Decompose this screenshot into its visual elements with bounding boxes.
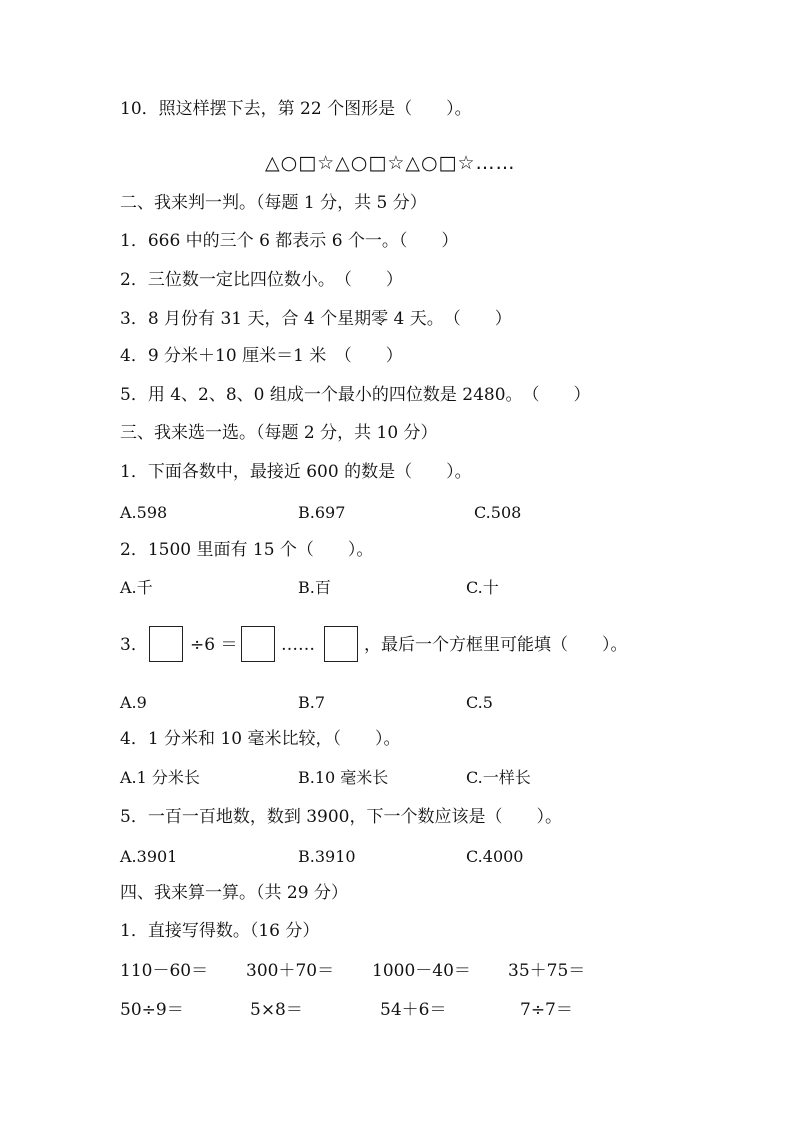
choice-q2-option-b: B.百 (298, 578, 331, 597)
choice-q1: 1．下面各数中，最接近 600 的数是（ ）。 (120, 462, 472, 482)
calc-r2-c2: 5×8＝ (250, 1000, 303, 1020)
calc-r2-c1: 50÷9＝ (120, 1000, 184, 1020)
choice-q4-option-a: A.1 分米长 (120, 768, 200, 787)
choice-q2-option-c: C.十 (466, 578, 499, 597)
section-3-title: 三、我来选一选。（每题 2 分，共 10 分） (120, 423, 438, 443)
section-4-title: 四、我来算一算。（共 29 分） (120, 883, 348, 903)
choice-q3-label: 3． (120, 635, 148, 655)
calc-r1-c4: 35＋75＝ (508, 961, 586, 981)
judge-item-4: 4．9 分米＋10 厘米＝1 米 （ ） (120, 346, 403, 366)
judge-item-1: 1．666 中的三个 6 都表示 6 个一。（ ） (120, 231, 459, 251)
choice-q5-option-c: C.4000 (466, 847, 524, 866)
choice-q3-division: ÷6 ＝ (190, 635, 238, 655)
calc-r1-c3: 1000－40＝ (372, 961, 471, 981)
calc-r2-c4: 7÷7＝ (520, 1000, 573, 1020)
answer-box-remainder[interactable] (324, 626, 358, 662)
shape-pattern: △○□☆△○□☆△○□☆…… (265, 152, 516, 174)
choice-q5-option-a: A.3901 (120, 847, 178, 866)
judge-item-2: 2．三位数一定比四位数小。 （ ） (120, 270, 403, 290)
choice-q4: 4．1 分米和 10 毫米比较，（ ）。 (120, 729, 401, 749)
choice-q3-tail: ，最后一个方框里可能填（ ）。 (364, 635, 628, 655)
judge-item-5: 5．用 4、2、8、0 组成一个最小的四位数是 2480。 （ ） (120, 385, 591, 405)
question-10: 10．照这样摆下去，第 22 个图形是（ ）。 (120, 99, 472, 119)
choice-q3-option-a: A.9 (120, 693, 147, 712)
choice-q3-option-c: C.5 (466, 693, 493, 712)
section-4-sub-1: 1．直接写得数。（16 分） (120, 921, 320, 941)
calc-r2-c3: 54＋6＝ (380, 1000, 447, 1020)
calc-r1-c1: 110－60＝ (120, 961, 209, 981)
calc-r1-c2: 300＋70＝ (246, 961, 335, 981)
choice-q2-option-a: A.千 (120, 578, 153, 597)
choice-q4-option-c: C.一样长 (466, 768, 531, 787)
choice-q1-option-c: C.508 (474, 503, 522, 522)
choice-q3-dots: …… (281, 635, 315, 655)
choice-q2: 2．1500 里面有 15 个（ ）。 (120, 540, 374, 560)
choice-q5: 5．一百一百地数，数到 3900，下一个数应该是（ ）。 (120, 807, 562, 827)
choice-q5-option-b: B.3910 (298, 847, 356, 866)
answer-box-dividend[interactable] (149, 626, 183, 662)
judge-item-3: 3．8 月份有 31 天，合 4 个星期零 4 天。 （ ） (120, 309, 512, 329)
choice-q1-option-a: A.598 (120, 503, 168, 522)
choice-q3-option-b: B.7 (298, 693, 326, 712)
answer-box-quotient[interactable] (241, 626, 275, 662)
choice-q4-option-b: B.10 毫米长 (298, 768, 389, 787)
section-2-title: 二、我来判一判。（每题 1 分，共 5 分） (120, 193, 427, 213)
choice-q1-option-b: B.697 (298, 503, 346, 522)
